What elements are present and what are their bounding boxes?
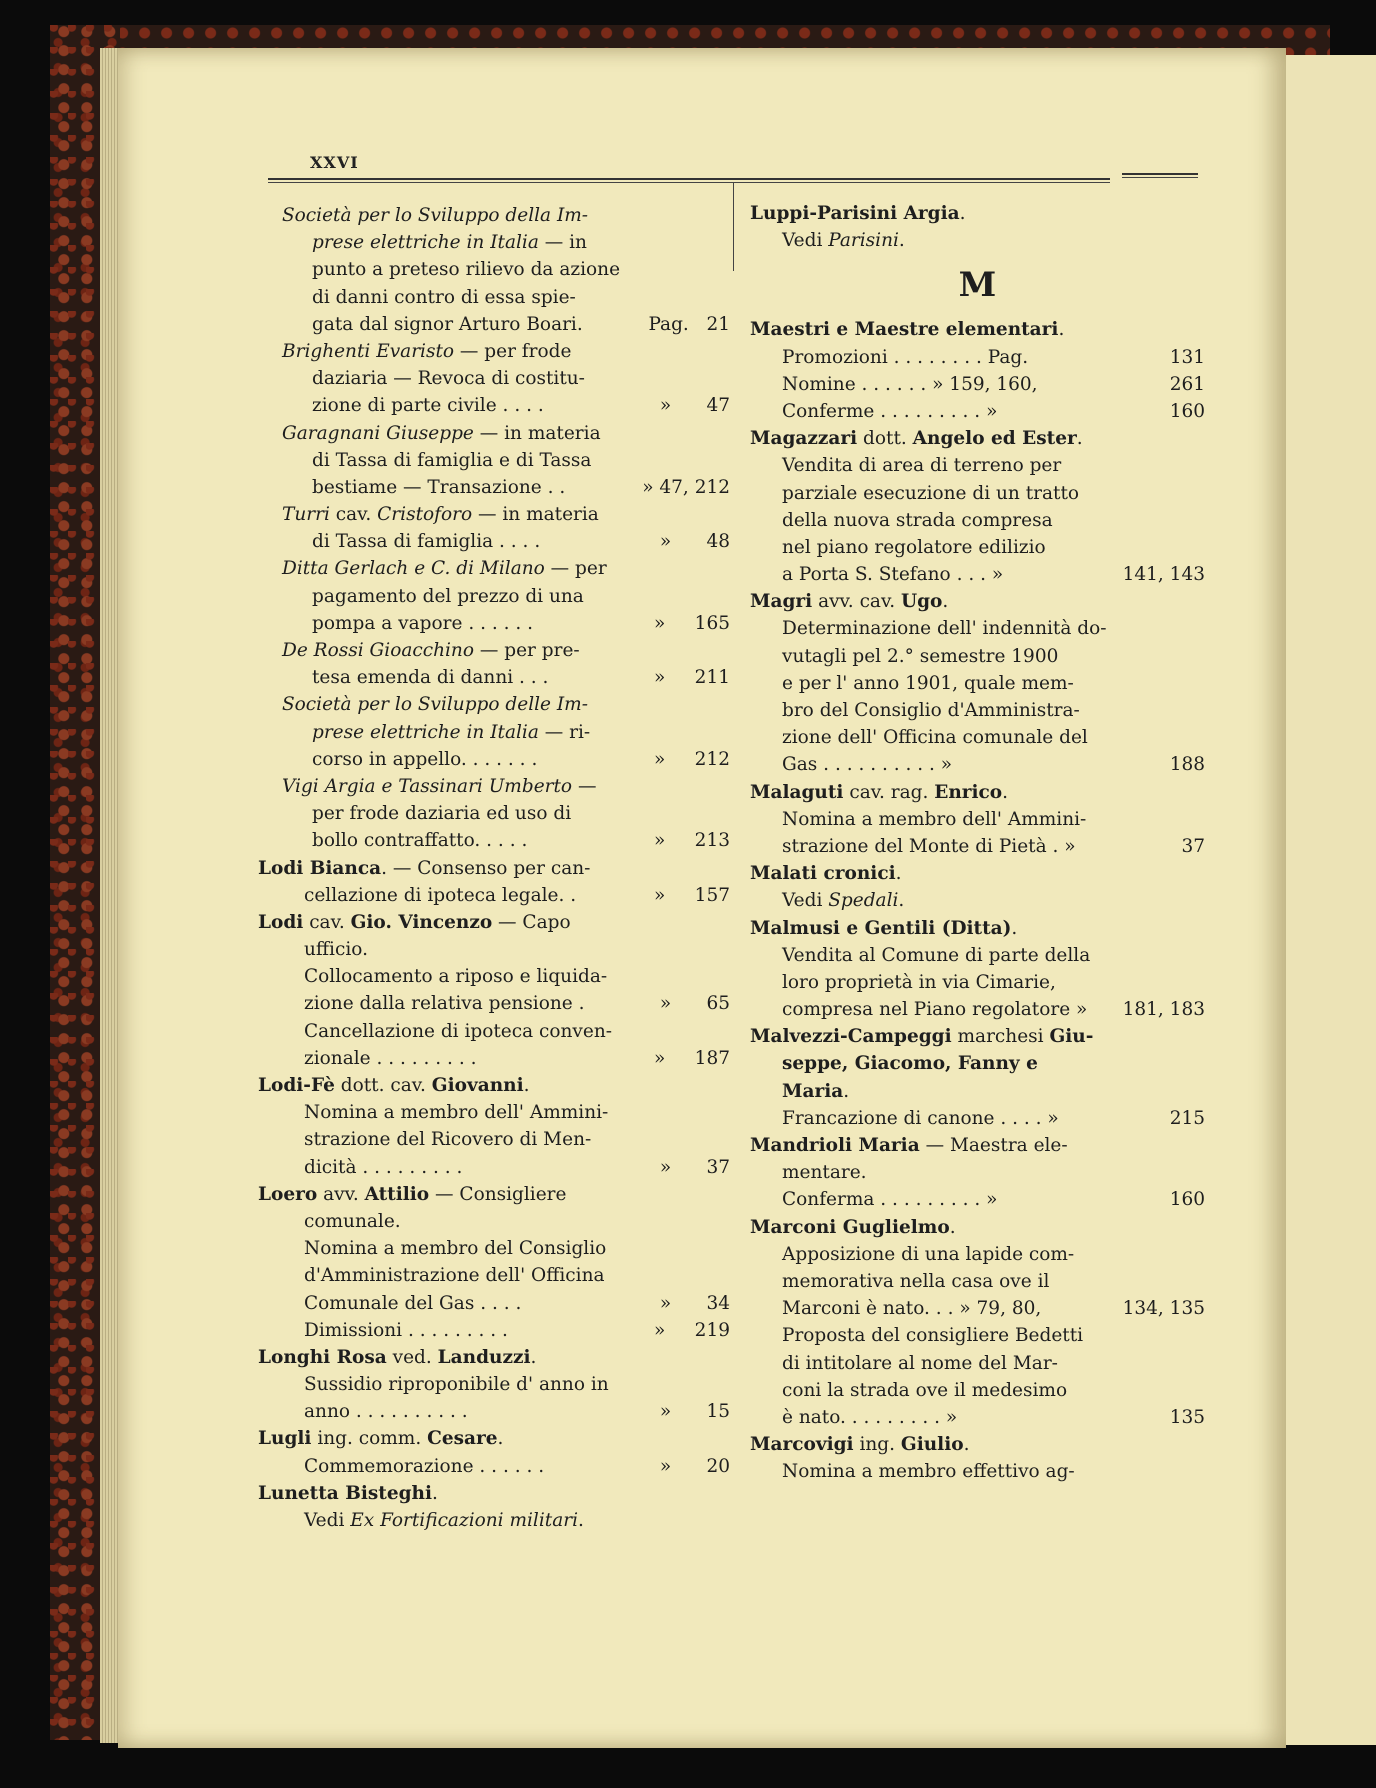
page-reference: » 157 <box>653 884 730 906</box>
entry-text: Turri <box>282 504 330 526</box>
entry-text: parziale esecuzione di un tratto <box>782 482 1080 504</box>
index-entry-heading <box>750 1132 1205 1159</box>
page-reference: 215 <box>1169 1107 1205 1129</box>
entry-text: anno . . . . . . . . . . <box>304 1401 468 1423</box>
entry-text: Sussidio riproponibile d' anno in <box>304 1374 609 1396</box>
index-entry-line <box>282 392 730 419</box>
entry-text: Magri <box>750 591 813 613</box>
page-reference: 141, 143 <box>1122 564 1205 586</box>
index-entry-heading <box>282 501 730 528</box>
entry-text: ing. <box>853 1434 901 1456</box>
header-rule-right-thin <box>1122 177 1198 178</box>
index-entry-line <box>750 1377 1205 1404</box>
entry-text: Cancellazione di ipoteca conven- <box>304 1020 612 1042</box>
entry-text: Ugo <box>900 591 943 613</box>
index-entry-line <box>282 746 730 773</box>
entry-text: Promozioni . . . . . . . . Pag. <box>782 346 1029 368</box>
index-entry-line <box>750 996 1205 1023</box>
entry-text: Maria <box>782 1080 844 1102</box>
page-reference: » 165 <box>653 612 730 634</box>
header-rule <box>268 178 1110 180</box>
entry-text: Nomina a membro dell' Ammini- <box>304 1102 609 1124</box>
entry-text: Nomine . . . . . . » 159, 160, <box>782 373 1038 395</box>
entry-text: Dimissioni . . . . . . . . . <box>304 1319 508 1341</box>
index-entry-line <box>282 229 730 256</box>
entry-text: Giu- <box>1049 1026 1094 1048</box>
index-entry-line <box>282 963 730 990</box>
entry-text: . <box>1011 917 1018 939</box>
entry-text: De Rossi Gioacchino <box>282 640 474 661</box>
entry-text: . <box>949 1216 956 1238</box>
index-entry-line <box>750 1322 1205 1349</box>
index-entry-line <box>282 1208 730 1235</box>
entry-text: mentare. <box>782 1162 867 1184</box>
index-entry-line <box>282 1398 730 1425</box>
entry-text: Vedi <box>304 1510 351 1531</box>
entry-text: Conferme . . . . . . . . . » <box>782 400 998 422</box>
entry-text: Ditta Gerlach e C. di Milano <box>282 558 545 580</box>
index-entry-line <box>750 643 1205 670</box>
entry-text: dicità . . . . . . . . . <box>304 1156 463 1178</box>
index-entry-line <box>282 610 730 637</box>
index-entry-line <box>750 1268 1205 1295</box>
index-entry-line <box>750 1458 1205 1485</box>
entry-text: strazione del Monte di Pietà . » <box>782 835 1076 857</box>
index-entry-line <box>750 1186 1205 1213</box>
index-entry-heading <box>258 1480 730 1507</box>
index-entry-line <box>282 311 730 338</box>
entry-text: Ex Fortificazioni militari <box>350 1510 578 1531</box>
entry-text: . <box>1002 781 1009 803</box>
entry-text: ufficio. <box>304 939 368 961</box>
entry-text: vutagli pel 2.° semestre 1900 <box>782 645 1059 667</box>
page-reference: 131 <box>1169 346 1205 368</box>
index-entry-line <box>750 1404 1205 1431</box>
index-entry-line <box>750 615 1205 642</box>
entry-text: seppe, Giacomo, Fanny e <box>782 1053 1038 1075</box>
entry-text: Cesare <box>427 1428 498 1450</box>
entry-text: compresa nel Piano regolatore » <box>782 999 1088 1021</box>
page-reference: » 187 <box>653 1047 730 1069</box>
index-entry-heading <box>750 316 1205 343</box>
entry-text: è nato. . . . . . . . . » <box>782 1406 958 1428</box>
index-entry-line <box>282 365 730 392</box>
index-entry-line <box>282 583 730 610</box>
entry-text: bestiame — Transazione . . <box>312 476 566 498</box>
entry-text: Loero <box>258 1183 318 1205</box>
entry-text: comunale. <box>304 1210 401 1232</box>
entry-text: marchesi <box>951 1026 1050 1048</box>
entry-text: Marconi è nato. . . » 79, 80, <box>782 1298 1042 1320</box>
page-reference: 160 <box>1169 1189 1205 1211</box>
index-entry-heading <box>282 420 730 447</box>
entry-text: Vendita al Comune di parte della <box>782 944 1091 966</box>
index-entry-line <box>282 528 730 555</box>
index-entry-heading <box>282 637 730 664</box>
entry-text: avv. <box>317 1183 365 1205</box>
entry-text: . <box>898 890 905 912</box>
entry-text: Determinazione dell' indennità do- <box>782 618 1107 640</box>
page-reference: » 213 <box>653 830 730 852</box>
entry-text: Marconi Guglielmo <box>750 1216 950 1238</box>
entry-text: — in <box>538 232 587 254</box>
page-reference: » 47 <box>659 395 730 417</box>
page-number: XXVI <box>310 153 359 172</box>
page-reference: » 48 <box>659 531 730 553</box>
index-entry-line <box>750 1295 1205 1322</box>
entry-text: Marcovigi <box>750 1434 854 1456</box>
index-entry-line <box>750 833 1205 860</box>
index-entry-line <box>750 344 1205 371</box>
entry-text: Comunale del Gas . . . . <box>304 1292 522 1314</box>
entry-text: Nomina a membro del Consiglio <box>304 1238 607 1260</box>
entry-text: . <box>1058 319 1065 341</box>
page-reference: 37 <box>1181 835 1205 857</box>
entry-text: per frode daziaria ed uso di <box>312 803 572 825</box>
index-entry-line <box>282 1507 730 1534</box>
index-entry-heading <box>750 1023 1205 1050</box>
entry-text: e per l' anno 1901, quale mem- <box>782 672 1074 694</box>
entry-text: . <box>895 863 902 885</box>
entry-text: pompa a vapore . . . . . . <box>312 612 534 634</box>
index-entry-line <box>282 284 730 311</box>
page-reference: » 212 <box>653 748 730 770</box>
entry-text: prese elettriche in Italia <box>312 232 539 254</box>
entry-text: Gas . . . . . . . . . . » <box>782 754 953 776</box>
index-entry-line <box>282 990 730 1017</box>
entry-text: Luppi-Parisini Argia <box>750 203 960 224</box>
index-entry-line <box>750 1050 1205 1077</box>
page-reference: Pag. 21 <box>648 313 730 335</box>
entry-text: . <box>843 1080 850 1102</box>
entry-text: — in materia <box>473 422 601 444</box>
entry-text: Proposta del consigliere Bedetti <box>782 1325 1084 1347</box>
page-reference: » 219 <box>653 1319 730 1341</box>
entry-text: . <box>963 1434 970 1456</box>
entry-text: . <box>530 1346 537 1368</box>
index-entry-line <box>750 1159 1205 1186</box>
index-entry-line <box>750 942 1205 969</box>
entry-text: punto a preteso rilievo da azione <box>312 259 621 281</box>
index-entry-heading <box>750 1214 1205 1241</box>
entry-text: cav. <box>303 911 351 933</box>
entry-text: d'Amministrazione dell' Officina <box>304 1265 605 1287</box>
index-entry-line <box>750 697 1205 724</box>
index-entry-heading <box>282 773 730 800</box>
page-reference: » 47, 212 <box>642 476 730 498</box>
entry-text: Vedi <box>782 230 829 252</box>
index-column-left <box>258 202 730 1534</box>
page-reference: 134, 135 <box>1122 1298 1205 1320</box>
facing-page-edge <box>1286 55 1376 1745</box>
entry-text: Nomina a membro effettivo ag- <box>782 1461 1075 1483</box>
entry-text: Attilio <box>364 1183 430 1205</box>
entry-text: — Capo <box>492 911 571 933</box>
header-rule-thin <box>268 182 1110 183</box>
index-entry-line <box>750 1105 1205 1132</box>
entry-text: coni la strada ove il medesimo <box>782 1379 1068 1401</box>
entry-text: ved. <box>386 1346 438 1368</box>
entry-text: Società per lo Sviluppo della Im- <box>282 205 589 226</box>
index-entry-heading <box>258 1181 730 1208</box>
index-entry-line <box>750 724 1205 751</box>
entry-text: Giulio <box>900 1434 964 1456</box>
header-rule-right <box>1122 173 1198 175</box>
index-entry-line <box>750 480 1205 507</box>
entry-text: — <box>572 775 597 797</box>
index-entry-line <box>282 1154 730 1181</box>
entry-text: Mandrioli Maria <box>750 1135 920 1156</box>
entry-text: pagamento del prezzo di una <box>312 585 584 607</box>
index-entry-line <box>282 474 730 501</box>
index-entry-line <box>750 452 1205 479</box>
index-entry-line <box>750 1350 1205 1377</box>
index-entry-line <box>750 227 1205 254</box>
index-entry-line <box>750 806 1205 833</box>
entry-text: — per <box>544 558 607 580</box>
entry-text: — Maestra ele- <box>919 1135 1068 1156</box>
index-entry-heading <box>258 855 730 882</box>
entry-text: strazione del Ricovero di Men- <box>304 1129 592 1151</box>
index-entry-line <box>282 882 730 909</box>
entry-text: — ri- <box>538 721 591 743</box>
entry-text: cellazione di ipoteca legale. . <box>304 884 577 906</box>
index-entry-line <box>750 507 1205 534</box>
entry-text: Collocamento a riposo e liquida- <box>304 966 608 988</box>
entry-text: daziaria — Revoca di costitu- <box>312 368 585 390</box>
index-entry-line <box>282 1235 730 1262</box>
entry-text: Enrico <box>934 781 1003 803</box>
index-entry-heading <box>750 425 1205 452</box>
entry-text: ing. comm. <box>311 1428 428 1450</box>
entry-text: Spedali <box>828 890 899 912</box>
entry-text: Malaguti <box>750 781 844 803</box>
index-entry-line <box>282 256 730 283</box>
entry-text: cav. <box>329 504 378 526</box>
index-entry-line <box>750 371 1205 398</box>
entry-text: Malmusi e Gentili (Ditta) <box>750 917 1012 939</box>
index-entry-line <box>750 670 1205 697</box>
entry-text: Lunetta Bisteghi <box>258 1482 433 1504</box>
entry-text: Cristoforo <box>377 504 473 526</box>
index-entry-heading <box>750 779 1205 806</box>
page-reference: 160 <box>1169 400 1205 422</box>
index-entry-heading <box>282 691 730 718</box>
index-entry-heading <box>750 588 1205 615</box>
entry-text: Lugli <box>258 1428 312 1450</box>
entry-text: Malvezzi-Campeggi <box>750 1026 952 1048</box>
page-reference: 188 <box>1169 754 1205 776</box>
entry-text: . <box>497 1428 504 1450</box>
index-entry-line <box>282 827 730 854</box>
index-entry-line <box>282 1099 730 1126</box>
entry-text: dott. cav. <box>334 1075 432 1096</box>
index-entry-heading <box>258 1425 730 1452</box>
index-entry-line <box>282 1262 730 1289</box>
index-entry-line <box>750 398 1205 425</box>
index-entry-line <box>282 1045 730 1072</box>
index-entry-heading <box>282 202 730 229</box>
index-entry-line <box>750 1241 1205 1268</box>
entry-text: . <box>959 203 966 224</box>
entry-text: — per pre- <box>473 640 580 661</box>
index-entry-line <box>750 751 1205 778</box>
index-entry-line <box>282 1371 730 1398</box>
index-entry-heading <box>750 860 1205 887</box>
entry-text: Società per lo Sviluppo delle Im- <box>282 694 588 716</box>
index-entry-line <box>282 800 730 827</box>
index-entry-line <box>282 1290 730 1317</box>
entry-text: tesa emenda di danni . . . <box>312 667 549 689</box>
entry-text: corso in appello. . . . . . . <box>312 748 538 770</box>
entry-text: . <box>432 1482 438 1504</box>
page-reference: » 34 <box>659 1292 730 1314</box>
entry-text: Landuzzi <box>437 1346 531 1368</box>
index-entry-heading <box>258 1072 730 1099</box>
entry-text: Longhi Rosa <box>258 1346 387 1368</box>
index-entry-heading <box>282 338 730 365</box>
entry-text: — Consigliere <box>429 1183 567 1205</box>
index-entry-heading <box>258 909 730 936</box>
entry-text: Angelo ed Ester <box>912 428 1077 450</box>
entry-text: Gio. Vincenzo <box>350 911 493 933</box>
entry-text: dott. <box>857 428 913 450</box>
index-entry-heading <box>750 200 1205 227</box>
page-reference: » 65 <box>659 993 730 1015</box>
index-entry-line <box>282 1453 730 1480</box>
index-entry-line <box>750 969 1205 996</box>
entry-text: di Tassa di famiglia . . . . <box>312 531 541 553</box>
entry-text: Maestri e Maestre elementari <box>750 319 1059 341</box>
entry-text: avv. cav. <box>812 591 901 613</box>
index-entry-heading <box>750 1431 1205 1458</box>
entry-text: Garagnani Giuseppe <box>282 422 474 444</box>
entry-text: Vendita di area di terreno per <box>782 455 1062 477</box>
entry-text: Vigi Argia e Tassinari Umberto <box>282 775 573 797</box>
entry-text: di intitolare al nome del Mar- <box>782 1352 1058 1374</box>
entry-text: loro proprietà in via Cimarie, <box>782 971 1056 993</box>
entry-text: zione di parte civile . . . . <box>312 395 544 417</box>
entry-text: zione dalla relativa pensione . <box>304 993 585 1015</box>
entry-text: Conferma . . . . . . . . . » <box>782 1189 998 1211</box>
index-entry-line <box>282 447 730 474</box>
index-entry-line <box>282 936 730 963</box>
entry-text: Francazione di canone . . . . » <box>782 1107 1059 1129</box>
entry-text: Parisini <box>828 230 899 252</box>
entry-text: Lodi-Fè <box>258 1075 335 1096</box>
entry-text: Magazzari <box>750 428 858 450</box>
entry-text: bro del Consiglio d'Amministra- <box>782 700 1080 721</box>
entry-text: . — Consenso per can- <box>381 857 591 879</box>
page-reference: » 20 <box>659 1455 730 1477</box>
entry-text: memorativa nella casa ove il <box>782 1270 1050 1292</box>
page-reference: 181, 183 <box>1122 999 1205 1021</box>
entry-text: prese elettriche in Italia <box>312 721 539 743</box>
entry-text: — per frode <box>454 340 572 362</box>
entry-text: . <box>942 591 949 613</box>
page-reference: 135 <box>1169 1406 1205 1428</box>
column-separator <box>733 183 734 271</box>
entry-text: Lodi Bianca <box>258 857 382 879</box>
index-entry-line <box>750 887 1205 914</box>
entry-text: Lodi <box>258 911 304 933</box>
entry-text: . <box>1076 428 1083 450</box>
index-entry-line <box>282 1317 730 1344</box>
index-entry-line <box>282 1126 730 1153</box>
entry-text: di danni contro di essa spie- <box>312 286 576 308</box>
entry-text: zione dell' Officina comunale del <box>782 727 1088 749</box>
entry-text: della nuova strada compresa <box>782 509 1053 531</box>
entry-text: . <box>898 230 905 252</box>
entry-text: . <box>523 1075 530 1096</box>
entry-text: Giovanni <box>431 1075 524 1096</box>
page-reference: » 211 <box>653 667 730 689</box>
index-entry-line <box>750 1078 1205 1105</box>
entry-text: Apposizione di una lapide com- <box>782 1243 1075 1265</box>
index-entry-heading <box>282 555 730 582</box>
entry-text: Malati cronici <box>750 863 896 885</box>
entry-text: — in materia <box>472 504 599 526</box>
index-entry-heading <box>258 1344 730 1371</box>
entry-text: Vedi <box>782 890 829 912</box>
entry-text: gata dal signor Arturo Boari. <box>312 313 583 335</box>
entry-text: di Tassa di famiglia e di Tassa <box>312 449 592 471</box>
index-entry-line <box>282 664 730 691</box>
entry-text: zionale . . . . . . . . . <box>304 1047 477 1069</box>
entry-text: Commemorazione . . . . . . <box>304 1455 545 1477</box>
section-letter: M <box>958 265 997 306</box>
entry-text: Brighenti Evaristo <box>282 340 455 362</box>
page-reference: » 15 <box>659 1401 730 1423</box>
index-column-right <box>750 200 1205 1485</box>
page-reference: » 37 <box>659 1156 730 1178</box>
index-entry-line <box>750 534 1205 561</box>
entry-text: bollo contraffatto. . . . . <box>312 830 528 852</box>
index-entry-line <box>282 1018 730 1045</box>
entry-text: nel piano regolatore edilizio <box>782 536 1046 558</box>
index-entry-line <box>750 561 1205 588</box>
page-reference: 261 <box>1169 373 1205 395</box>
index-entry-line <box>282 719 730 746</box>
index-entry-heading <box>750 915 1205 942</box>
entry-text: a Porta S. Stefano . . . » <box>782 564 1004 586</box>
entry-text: Nomina a membro dell' Ammini- <box>782 808 1087 830</box>
entry-text: cav. rag. <box>843 781 935 803</box>
entry-text: . <box>578 1510 584 1531</box>
